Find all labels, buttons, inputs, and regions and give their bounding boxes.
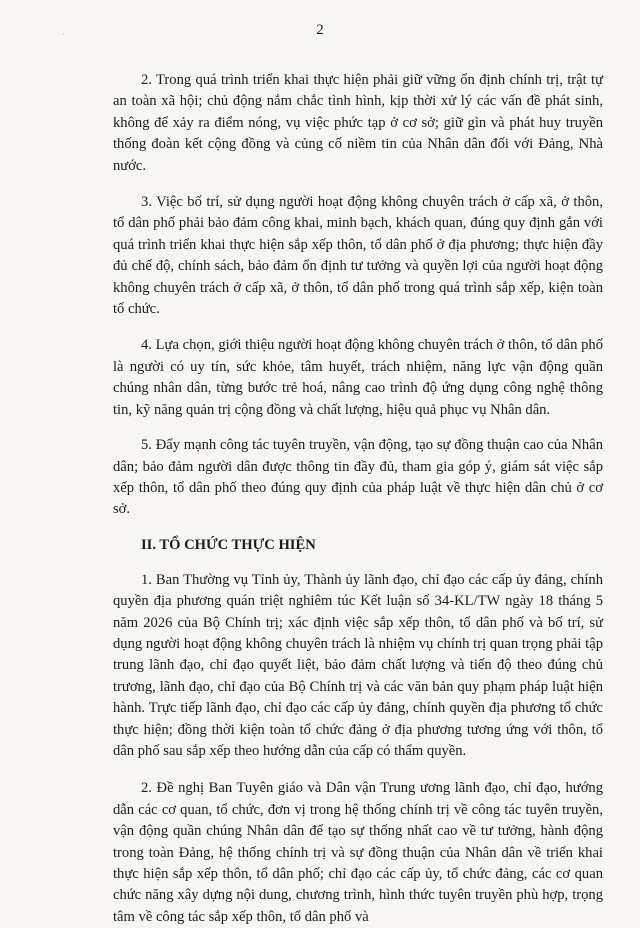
- document-body: [113, 70, 603, 928]
- section-heading: II. TỔ CHỨC THỰC HIỆN: [141, 536, 316, 553]
- paragraph-2: 2. Trong quá trình triển khai thực hiện phải giữ vững ổn định chính trị, trật tự an toàn xã hội; chủ động nắm chắc tình hình, kịp thời xử lý các vấn đề phát sinh, không để xảy ra điểm nóng, vụ việc phức tạp ở cơ sở; giữ gìn và phát huy truyền thống đoàn kết cộng đồng và củng cố niềm tin của Nhân dân đối với Đảng, Nhà nước.: [113, 72, 603, 174]
- paragraph-3: 3. Việc bố trí, sử dụng người hoạt động không chuyên trách ở cấp xã, ở thôn, tổ dân phố phải bảo đảm công khai, minh bạch, khách quan, đúng quy định gắn với quá trình triển khai thực hiện sắp xếp thôn, tổ dân phố ở địa phương; thực hiện đầy đủ chế độ, chính sách, bảo đảm ổn định tư tưởng và quyền lợi của người hoạt động không chuyên trách ở cấp xã, ở thôn, tổ dân phố trong quá trình sắp xếp, kiện toàn tổ chức.: [113, 194, 603, 318]
- section-paragraph-2: 2. Đề nghị Ban Tuyên giáo và Dân vận Trung ương lãnh đạo, chỉ đạo, hướng dẫn các cơ quan, tổ chức, đơn vị trong hệ thống chính trị về công tác tuyên truyền, vận động quần chúng Nhân dân để tạo sự thống nhất cao về tư tưởng, hành động trong toàn Đảng, hệ thống chính trị và sự đồng thuận của Nhân dân về triển khai thực hiện sắp xếp thôn, tổ dân phố; chỉ đạo các cấp ủy, tổ chức đảng, các cơ quan chức năng xây dựng nội dung, chương trình, hình thức tuyên truyền phù hợp, trọng tâm về công tác sắp xếp thôn, tổ dân phố và: [113, 780, 603, 925]
- page-number: 2: [316, 22, 324, 38]
- paragraph-5: 5. Đẩy mạnh công tác tuyên truyền, vận động, tạo sự đồng thuận cao của Nhân dân; bảo đảm người dân được thông tin đầy đủ, tham gia góp ý, giám sát việc sắp xếp thôn, tổ dân phố theo đúng quy định của pháp luật về thực hiện dân chủ ở cơ sở.: [113, 437, 603, 518]
- section-paragraph-1: 1. Ban Thường vụ Tỉnh ủy, Thành ủy lãnh đạo, chỉ đạo các cấp ủy đảng, chính quyền địa phương quán triệt nghiêm túc Kết luận số 34-KL/TW ngày 18 tháng 5 năm 2026 của Bộ Chính trị; xác định việc sắp xếp thôn, tổ dân phố và bố trí, sử dụng người hoạt động không chuyên trách là nhiệm vụ chính trị quan trọng phải tập trung lãnh đạo, chỉ đạo quyết liệt, bảo đảm chất lượng và tiến độ theo đúng chủ trương, lãnh đạo, chỉ đạo của Bộ Chính trị và các văn bản quy phạm pháp luật hiện hành. Trực tiếp lãnh đạo, chỉ đạo các cấp ủy đảng, chính quyền địa phương tổ chức thực hiện; đồng thời kiện toàn tổ chức đảng ở địa phương tương ứng với thôn, tổ dân phố sau sắp xếp theo hướng dẫn của cấp có thẩm quyền.: [113, 571, 603, 759]
- paragraph-4: 4. Lựa chọn, giới thiệu người hoạt động không chuyên trách ở thôn, tổ dân phố là người có uy tín, sức khỏe, tâm huyết, trách nhiệm, năng lực vận động quần chúng nhân dân, từng bước trẻ hoá, nâng cao trình độ ứng dụng công nghệ thông tin, kỹ năng quản trị cộng đồng và chất lượng, hiệu quả phục vụ Nhân dân.: [113, 337, 603, 418]
- scan-speck: ·: [62, 30, 65, 39]
